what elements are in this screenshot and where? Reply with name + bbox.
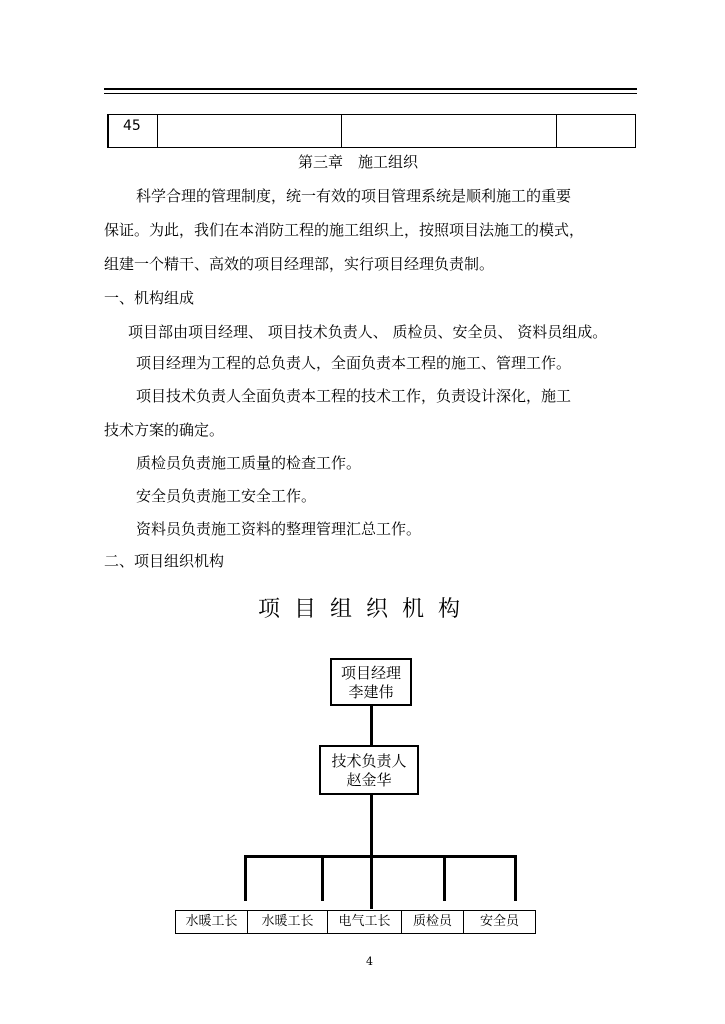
org-node-tech-lead <box>319 745 419 795</box>
connector-line <box>244 855 247 901</box>
paragraph-line: 技术方案的确定。 <box>104 421 225 439</box>
org-leaf-electrical-foreman: 电气工长 <box>327 910 401 934</box>
paragraph-line: 质检员负责施工质量的检查工作。 <box>136 454 362 472</box>
table-cell <box>158 115 342 147</box>
org-node-person: 李建伟 <box>348 683 394 701</box>
chapter-title: 第三章 施工组织 <box>298 153 419 171</box>
connector-line <box>514 855 517 901</box>
section-heading: 二、项目组织机构 <box>104 552 225 570</box>
connector-line <box>321 855 324 901</box>
org-leaf-safety-officer: 安全员 <box>463 910 536 934</box>
org-leaf-plumbing-foreman: 水暖工长 <box>247 910 327 934</box>
connector-line <box>370 706 373 745</box>
org-node-person: 赵金华 <box>346 771 392 789</box>
paragraph-line: 项目技术负责人全面负责本工程的技术工作，负责设计深化，施工 <box>136 387 572 405</box>
page-number: 4 <box>366 955 373 968</box>
connector-line <box>370 795 373 909</box>
paragraph-line: 组建一个精干、高效的项目经理部，实行项目经理负责制。 <box>104 255 495 273</box>
table-cell: 45 <box>109 115 158 147</box>
paragraph-line: 安全员负责施工安全工作。 <box>136 487 317 505</box>
table-cell <box>342 115 557 147</box>
paragraph-line: 项目部由项目经理、 项目技术负责人、 质检员、安全员、 资料员组成。 <box>128 323 608 341</box>
header-rule-thick <box>104 88 637 90</box>
paragraph-line: 资料员负责施工资料的整理管理汇总工作。 <box>136 520 422 538</box>
org-node-project-manager <box>330 658 412 706</box>
table-row <box>107 114 636 148</box>
section-heading: 一、机构组成 <box>104 289 195 307</box>
paragraph-line: 项目经理为工程的总负责人，全面负责本工程的施工、管理工作。 <box>136 354 572 372</box>
connector-bus <box>244 855 516 858</box>
header-rule-thin <box>104 93 637 94</box>
org-node-role: 技术负责人 <box>331 752 407 770</box>
org-leaf-plumbing-foreman: 水暖工长 <box>175 910 247 934</box>
connector-line <box>443 858 446 901</box>
org-chart-title: 项目组织机构 <box>258 597 475 622</box>
paragraph-line: 科学合理的管理制度，统一有效的项目管理系统是顺利施工的重要 <box>136 187 572 205</box>
org-node-role: 项目经理 <box>340 664 401 682</box>
paragraph-line: 保证。为此，我们在本消防工程的施工组织上，按照项目法施工的模式， <box>104 221 585 239</box>
table-cell <box>557 115 634 147</box>
org-leaf-quality-inspector: 质检员 <box>401 910 463 934</box>
